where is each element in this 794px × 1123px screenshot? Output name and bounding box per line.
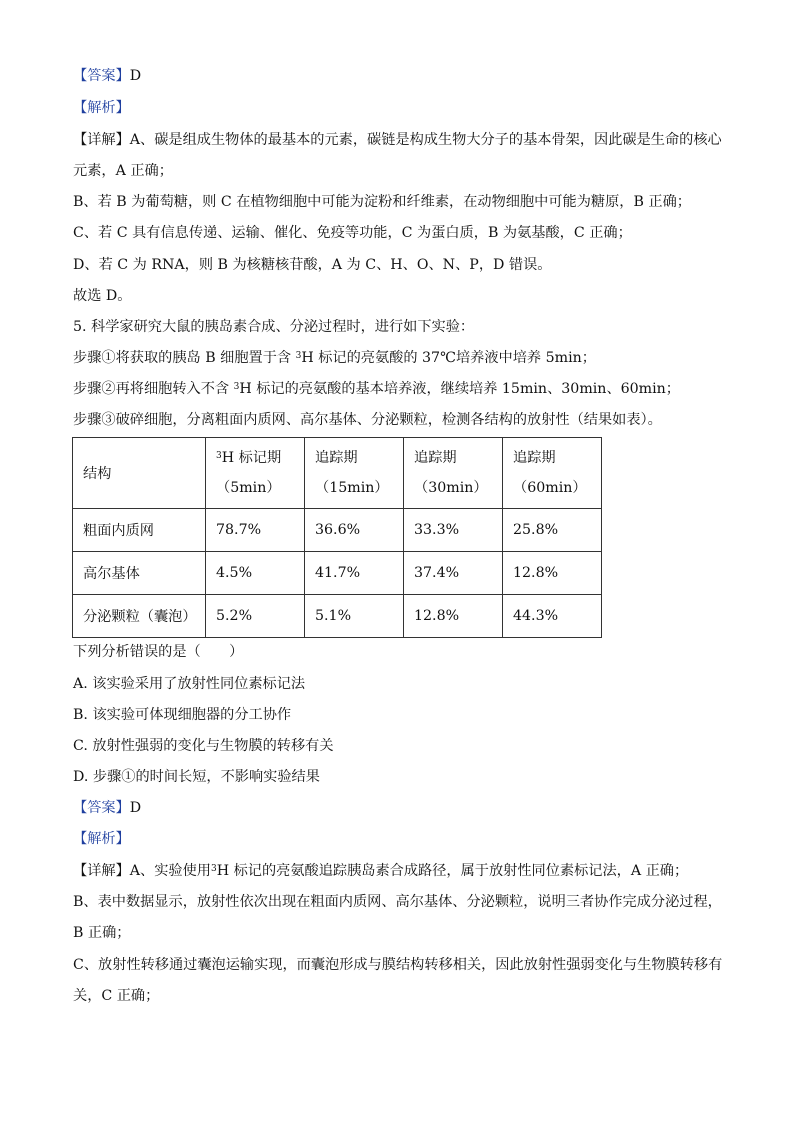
step-2-sup: 3 — [233, 382, 240, 392]
step-3: 步骤③破碎细胞，分离粗面内质网、高尔基体、分泌颗粒，检测各结构的放射性（结果如表）。 — [73, 412, 662, 428]
detail-a-sup: 3 — [210, 864, 217, 874]
prev-answer-line — [73, 66, 141, 86]
step-1-post: H 标记的亮氨酸的 37℃培养液中培养 5min； — [301, 350, 596, 366]
option-c: C. 放射性强弱的变化与生物膜的转移有关 — [73, 738, 334, 754]
detail-line-c1: C、放射性转移通过囊泡运输实现，而囊泡形成与膜结构转移相关，因此放射性强弱变化与生物膜转移有 — [73, 957, 723, 973]
row-value: 5.2% — [206, 595, 305, 638]
analysis-line — [73, 829, 130, 849]
row-value: 12.8% — [503, 552, 602, 595]
analysis-tag: 【解析】 — [73, 100, 130, 116]
prev-choose-line: 故选 D。 — [73, 288, 132, 304]
header-label-sup: 3 — [216, 451, 222, 461]
table-row — [73, 595, 602, 638]
row-value: 37.4% — [404, 552, 503, 595]
option-a: A. 该实验采用了放射性同位素标记法 — [73, 676, 306, 692]
header-chase-15-line2: （15min） — [315, 480, 389, 496]
header-label-text: H 标记期 — [221, 450, 282, 466]
row-value: 78.7% — [206, 509, 305, 552]
prev-detail-line-c: C、若 C 具有信息传递、运输、催化、免疫等功能，C 为蛋白质，B 为氨基酸，C 正确； — [73, 225, 632, 241]
header-label-line1 — [216, 443, 304, 473]
row-value: 4.5% — [206, 552, 305, 595]
table-header-row — [73, 438, 602, 509]
step-2-post: H 标记的亮氨酸的基本培养液，继续培养 15min、30min、60min； — [239, 381, 680, 397]
option-b: B. 该实验可体现细胞器的分工协作 — [73, 707, 292, 723]
header-label-line2: （5min） — [216, 480, 281, 496]
header-chase-60 — [503, 438, 602, 509]
step-2 — [73, 379, 680, 399]
answer-tag: 【答案】 — [73, 800, 130, 816]
header-label-period — [206, 438, 305, 509]
header-chase-60-line1: 追踪期 — [513, 450, 556, 466]
detail-line-b1: B、表中数据显示，放射性依次出现在粗面内质网、高尔基体、分泌颗粒，说明三者协作完成分泌过程， — [73, 894, 722, 910]
step-1-pre: 步骤①将获取的胰岛 B 细胞置于含 — [73, 350, 296, 366]
row-value: 41.7% — [305, 552, 404, 595]
question-ask: 下列分析错误的是（ ） — [73, 644, 244, 660]
detail-tag: 【详解】 — [73, 863, 130, 879]
prev-detail-line-b: B、若 B 为葡萄糖，则 C 在植物细胞中可能为淀粉和纤维素，在动物细胞中可能为糖原，B 正确； — [73, 194, 691, 210]
header-chase-15 — [305, 438, 404, 509]
header-structure: 结构 — [73, 438, 206, 509]
analysis-tag: 【解析】 — [73, 831, 130, 847]
prev-detail-line-a1 — [73, 130, 722, 150]
row-structure: 粗面内质网 — [73, 509, 206, 552]
row-structure: 分泌颗粒（囊泡） — [73, 595, 206, 638]
prev-detail-line-d: D、若 C 为 RNA，则 B 为核糖核苷酸，A 为 C、H、O、N、P，D 错误。 — [73, 257, 552, 273]
step-1-sup: 3 — [295, 351, 302, 361]
row-value: 5.1% — [305, 595, 404, 638]
header-chase-30-line1: 追踪期 — [414, 450, 457, 466]
step-1 — [73, 348, 596, 368]
header-chase-15-line1: 追踪期 — [315, 450, 358, 466]
table-row — [73, 509, 602, 552]
header-chase-60-line2: （60min） — [513, 480, 587, 496]
step-2-pre: 步骤②再将细胞转入不含 — [73, 381, 234, 397]
prev-analysis-tag — [73, 98, 130, 118]
row-structure: 高尔基体 — [73, 552, 206, 595]
header-chase-30-line2: （30min） — [414, 480, 488, 496]
detail-line-b2: B 正确； — [73, 925, 131, 941]
detail-tag: 【详解】 — [73, 132, 130, 148]
row-value: 36.6% — [305, 509, 404, 552]
detail-a1-text: A、碳是组成生物体的最基本的元素，碳链是构成生物大分子的基本骨架，因此碳是生命的核心 — [129, 132, 722, 148]
question-stem: 5. 科学家研究大鼠的胰岛素合成、分泌过程时，进行如下实验： — [73, 319, 475, 335]
detail-line-c2: 关，C 正确； — [73, 988, 160, 1004]
answer-value: D — [129, 800, 142, 816]
answer-tag: 【答案】 — [73, 68, 130, 84]
option-d: D. 步骤①的时间长短，不影响实验结果 — [73, 769, 320, 785]
row-value: 12.8% — [404, 595, 503, 638]
detail-a-post: H 标记的亮氨酸追踪胰岛素合成路径，属于放射性同位素标记法，A 正确； — [216, 863, 689, 879]
detail-a-pre: A、实验使用 — [129, 863, 211, 879]
detail-line-a — [73, 861, 688, 881]
results-table — [72, 437, 602, 638]
answer-line — [73, 798, 141, 818]
header-chase-30 — [404, 438, 503, 509]
row-value: 25.8% — [503, 509, 602, 552]
prev-detail-line-a2: 元素，A 正确； — [73, 163, 173, 179]
answer-value: D — [129, 68, 142, 84]
table-row — [73, 552, 602, 595]
row-value: 33.3% — [404, 509, 503, 552]
row-value: 44.3% — [503, 595, 602, 638]
